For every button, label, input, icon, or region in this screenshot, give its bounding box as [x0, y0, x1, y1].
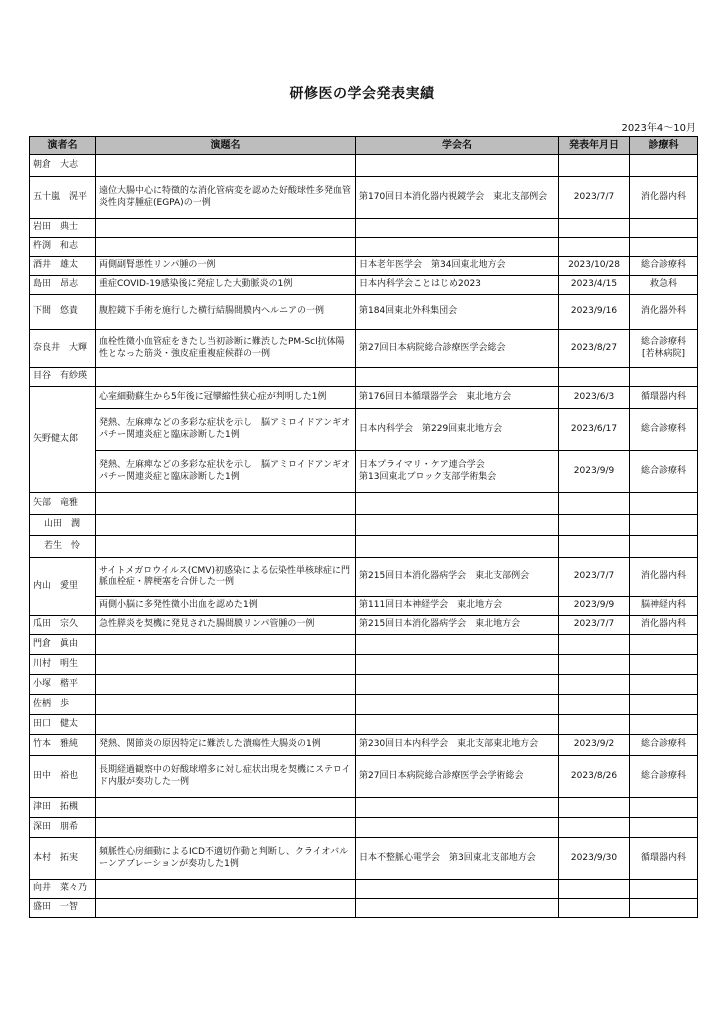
presenter-cell: 門倉 眞由: [30, 635, 96, 655]
topic-cell: 急性膵炎を契機に発見された腸間膜リンパ管腫の一例: [96, 616, 356, 635]
date-cell: [559, 715, 630, 735]
dept-cell: 救急科: [630, 276, 698, 295]
topic-cell: [96, 635, 356, 655]
dept-cell: 総合診療科: [630, 451, 698, 493]
dept-cell: 脳神経内科: [630, 597, 698, 616]
dept-cell: [630, 368, 698, 387]
period-label: 2023年4～10月: [621, 123, 696, 134]
conference-cell: [356, 368, 559, 387]
date-cell: [559, 515, 630, 536]
table-row: [30, 177, 698, 219]
topic-cell: 心室細動蘇生から5年後に冠攣縮性狭心症が判明した1例: [96, 387, 356, 409]
date-cell: [559, 368, 630, 387]
topic-cell: 発熱、左麻痺などの多彩な症状を示し 脳アミロイドアンギオパチー関連炎症と臨床診断した1例: [96, 409, 356, 451]
conference-cell: 日本不整脈心電学会 第3回東北支部地方会: [356, 838, 559, 880]
date-cell: [559, 655, 630, 675]
topic-cell: [96, 238, 356, 257]
conference-cell: 第27回日本病院総合診療医学会学術総会: [356, 756, 559, 798]
table-row: [30, 387, 698, 409]
presenter-cell: 山田 潤: [30, 515, 96, 536]
conference-cell: 第184回東北外科集団会: [356, 295, 559, 330]
dept-cell: [630, 818, 698, 838]
dept-cell: 循環器内科: [630, 838, 698, 880]
table-row: [30, 219, 698, 238]
topic-cell: 発熱、関節炎の原因特定に難渋した潰瘍性大腸炎の1例: [96, 735, 356, 756]
topic-cell: 遠位大腸中心に特徴的な消化管病変を認めた好酸球性多発血管炎性肉芽腫症(EGPA)の一例: [96, 177, 356, 219]
date-cell: 2023/9/16: [559, 295, 630, 330]
header-date: 発表年月日: [559, 137, 630, 155]
table-row: [30, 368, 698, 387]
header-conference: 学会名: [356, 137, 559, 155]
conference-cell: 第215回日本消化器病学会 東北地方会: [356, 616, 559, 635]
date-cell: 2023/6/17: [559, 409, 630, 451]
dept-cell: [630, 655, 698, 675]
dept-cell: [630, 330, 698, 368]
conference-cell: 日本内科学会 第229回東北地方会: [356, 409, 559, 451]
dept-cell: [630, 536, 698, 558]
dept-cell: [630, 675, 698, 695]
conference-cell: [356, 635, 559, 655]
conference-cell: [356, 493, 559, 515]
page-title: 研修医の学会発表実績: [289, 86, 435, 102]
date-cell: [559, 695, 630, 715]
presenter-cell: 五十嵐 滉平: [30, 177, 96, 219]
conference-cell: 第215回日本消化器病学会 東北支部例会: [356, 558, 559, 597]
conference-cell: [356, 451, 559, 493]
presenter-cell: 奈良井 大輝: [30, 330, 96, 368]
date-cell: 2023/10/28: [559, 257, 630, 276]
table-row: [30, 756, 698, 798]
dept-cell: 消化器内科: [630, 558, 698, 597]
date-cell: 2023/8/26: [559, 756, 630, 798]
presenter-cell: 竹本 雅純: [30, 735, 96, 756]
topic-cell: [96, 818, 356, 838]
dept-cell: 消化器外科: [630, 295, 698, 330]
dept-cell: [630, 635, 698, 655]
table-row: [30, 515, 698, 536]
date-cell: [559, 219, 630, 238]
dept-cell: [630, 219, 698, 238]
topic-cell: [96, 493, 356, 515]
conference-cell: [356, 880, 559, 899]
presenter-cell: 内山 愛里: [30, 558, 96, 616]
conference-cell: 第170回日本消化器内視鏡学会 東北支部例会: [356, 177, 559, 219]
table-row: [30, 899, 698, 918]
dept-cell: 循環器内科: [630, 387, 698, 409]
conference-cell: [356, 818, 559, 838]
topic-cell: [96, 219, 356, 238]
conference-cell: [356, 155, 559, 177]
date-cell: [559, 880, 630, 899]
date-cell: [559, 798, 630, 818]
topic-cell: [96, 655, 356, 675]
topic-cell: 重症COVID-19感染後に発症した大動脈炎の1例: [96, 276, 356, 295]
conference-cell: [356, 715, 559, 735]
date-cell: [559, 675, 630, 695]
table-row: [30, 735, 698, 756]
conference-cell: [356, 655, 559, 675]
table-row: [30, 330, 698, 368]
conference-cell: [356, 899, 559, 918]
dept-cell: 総合診療科: [630, 735, 698, 756]
table-row: [30, 558, 698, 597]
conference-cell: 日本内科学会ことはじめ2023: [356, 276, 559, 295]
table-row: [30, 536, 698, 558]
conference-cell: [356, 238, 559, 257]
conference-cell: 第230回日本内科学会 東北支部東北地方会: [356, 735, 559, 756]
presenter-cell: 小塚 楷平: [30, 675, 96, 695]
table-row: [30, 493, 698, 515]
conference-cell: [356, 695, 559, 715]
topic-cell: [96, 695, 356, 715]
presenter-cell: 目谷 有紗瑛: [30, 368, 96, 387]
conference-cell: 日本老年医学会 第34回東北地方会: [356, 257, 559, 276]
table-row: [30, 276, 698, 295]
dept-cell: 総合診療科: [630, 756, 698, 798]
topic-cell: [96, 798, 356, 818]
table-row: [30, 695, 698, 715]
conference-cell: [356, 219, 559, 238]
table-row: [30, 257, 698, 276]
presenter-cell: 岩田 典士: [30, 219, 96, 238]
presenter-cell: 津田 拓槻: [30, 798, 96, 818]
date-cell: 2023/9/9: [559, 597, 630, 616]
dept-cell: [630, 155, 698, 177]
table-row: [30, 155, 698, 177]
table-row: [30, 715, 698, 735]
date-cell: [559, 493, 630, 515]
table-row: [30, 655, 698, 675]
presenter-cell: 佐柄 歩: [30, 695, 96, 715]
date-cell: [559, 635, 630, 655]
table-row: [30, 451, 698, 493]
topic-cell: [96, 880, 356, 899]
header-dept: 診療科: [630, 137, 698, 155]
conference-line-2: 第13回東北ブロック支部学術集会: [359, 471, 497, 482]
dept-cell: 総合診療科: [630, 257, 698, 276]
presenter-cell: 盛田 一智: [30, 899, 96, 918]
date-cell: [559, 238, 630, 257]
header-topic: 演題名: [96, 137, 356, 155]
conference-cell: [356, 675, 559, 695]
dept-cell: 消化器内科: [630, 616, 698, 635]
presenter-cell: 下間 悠貴: [30, 295, 96, 330]
presenter-cell: 深田 朋希: [30, 818, 96, 838]
table-row: [30, 818, 698, 838]
presenter-cell: 島田 昂志: [30, 276, 96, 295]
conference-cell: 第111回日本神経学会 東北地方会: [356, 597, 559, 616]
dept-cell: 総合診療科: [630, 409, 698, 451]
dept-cell: [630, 493, 698, 515]
date-cell: 2023/7/7: [559, 177, 630, 219]
topic-cell: [96, 368, 356, 387]
date-cell: 2023/9/9: [559, 451, 630, 493]
presenter-cell: 瓜田 宗久: [30, 616, 96, 635]
dept-hospital: [若林病院]: [641, 348, 686, 359]
presenter-cell: 向井 菜々乃: [30, 880, 96, 899]
topic-cell: 両側副腎悪性リンパ腫の一例: [96, 257, 356, 276]
dept-cell: [630, 880, 698, 899]
conference-cell: [356, 798, 559, 818]
date-cell: [559, 818, 630, 838]
date-cell: 2023/6/3: [559, 387, 630, 409]
conference-cell: 第176回日本循環器学会 東北地方会: [356, 387, 559, 409]
table-row: [30, 409, 698, 451]
presenter-cell: 川村 明生: [30, 655, 96, 675]
dept-cell: [630, 515, 698, 536]
table-row: [30, 880, 698, 899]
table-row: [30, 838, 698, 880]
dept-cell: [630, 715, 698, 735]
presenter-cell: 田口 健太: [30, 715, 96, 735]
topic-cell: [96, 155, 356, 177]
dept-cell: [630, 899, 698, 918]
date-cell: 2023/7/7: [559, 616, 630, 635]
table-row: [30, 616, 698, 635]
presenter-cell: 杵渕 和志: [30, 238, 96, 257]
dept-name: 総合診療科: [640, 337, 686, 347]
table-row: [30, 675, 698, 695]
conference-cell: 第27回日本病院総合診療医学会総会: [356, 330, 559, 368]
date-cell: 2023/9/2: [559, 735, 630, 756]
date-cell: 2023/4/15: [559, 276, 630, 295]
presenter-cell: 田中 裕也: [30, 756, 96, 798]
presenter-cell: 矢野健太郎: [30, 387, 96, 493]
presenter-cell: 朝倉 大志: [30, 155, 96, 177]
header-presenter: 演者名: [30, 137, 96, 155]
dept-cell: [630, 695, 698, 715]
topic-cell: [96, 899, 356, 918]
topic-cell: [96, 515, 356, 536]
topic-cell: 長期経過観察中の好酸球増多に対し症状出現を契機にステロイド内服が奏功した一例: [96, 756, 356, 798]
dept-cell: [630, 798, 698, 818]
topic-cell: [96, 715, 356, 735]
presenter-cell: 本村 拓実: [30, 838, 96, 880]
date-cell: [559, 155, 630, 177]
table-row: [30, 295, 698, 330]
topic-cell: 両側小脳に多発性微小出血を認めた1例: [96, 597, 356, 616]
date-cell: 2023/8/27: [559, 330, 630, 368]
date-cell: [559, 536, 630, 558]
table-row: [30, 798, 698, 818]
topic-cell: サイトメガロウイルス(CMV)初感染による伝染性単核球症に門脈血栓症・脾梗塞を合併した一例: [96, 558, 356, 597]
topic-cell: 血栓性微小血管症をきたし当初診断に難渋したPM-Scl抗体陽性となった筋炎・強皮症重複症候群の一例: [96, 330, 356, 368]
date-cell: 2023/9/30: [559, 838, 630, 880]
dept-cell: [630, 238, 698, 257]
date-cell: 2023/7/7: [559, 558, 630, 597]
topic-cell: [96, 675, 356, 695]
dept-cell: 消化器内科: [630, 177, 698, 219]
topic-cell: [96, 536, 356, 558]
conference-line-1: 日本プライマリ・ケア連合学会: [359, 460, 485, 470]
topic-cell: 腹腔鏡下手術を施行した横行結腸間膜内ヘルニアの一例: [96, 295, 356, 330]
presenter-cell: 酒井 雄太: [30, 257, 96, 276]
presenter-cell: 若生 怜: [30, 536, 96, 558]
conference-cell: [356, 536, 559, 558]
date-cell: [559, 899, 630, 918]
presenter-cell: 矢部 竜雅: [30, 493, 96, 515]
table-row: [30, 238, 698, 257]
table-row: [30, 635, 698, 655]
conference-cell: [356, 515, 559, 536]
topic-cell: 頻脈性心房細動によるICD不適切作動と判断し、クライオバルーンアブレーションが奏功した1例: [96, 838, 356, 880]
topic-cell: 発熱、左麻痺などの多彩な症状を示し 脳アミロイドアンギオパチー関連炎症と臨床診断した1例: [96, 451, 356, 493]
table-row: [30, 597, 698, 616]
presentation-table: [29, 136, 698, 918]
header-row: [30, 137, 698, 155]
